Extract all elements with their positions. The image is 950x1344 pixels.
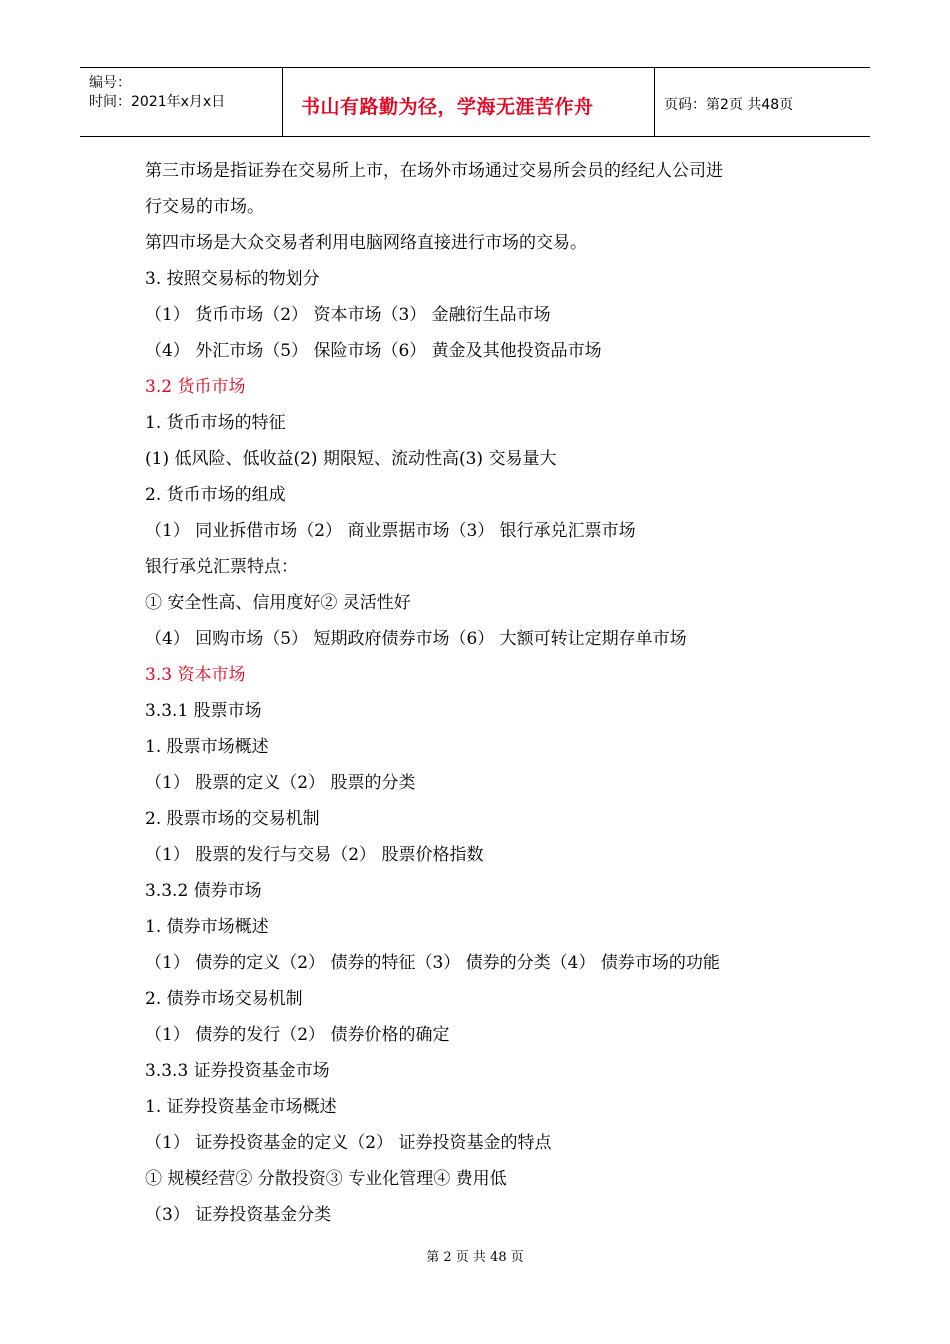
- text-line: 第四市场是大众交易者利用电脑网络直接进行市场的交易。: [145, 233, 587, 253]
- text-line: （3） 证券投资基金分类: [145, 1205, 332, 1225]
- text-line: (1) 低风险、低收益(2) 期限短、流动性高(3) 交易量大: [145, 449, 557, 469]
- text-line: ① 安全性高、信用度好② 灵活性好: [145, 593, 411, 613]
- section-heading: 3.2 货币市场: [145, 377, 246, 397]
- text-line: 3.3.1 股票市场: [145, 701, 262, 721]
- header-motto-cell: [283, 68, 655, 136]
- page-info: 页码：第2页 共48页: [664, 97, 794, 113]
- text-line: 1. 债券市场概述: [145, 917, 269, 937]
- section-heading: 3.3 资本市场: [145, 665, 246, 685]
- text-line: （1） 货币市场（2） 资本市场（3） 金融衍生品市场: [145, 305, 551, 325]
- text-line: 3.3.2 债券市场: [145, 881, 262, 901]
- text-line: 3.3.3 证券投资基金市场: [145, 1061, 330, 1081]
- text-line: 3. 按照交易标的物划分: [145, 269, 320, 289]
- text-line: （1） 股票的发行与交易（2） 股票价格指数: [145, 845, 484, 865]
- page-footer: 第 2 页 共 48 页: [426, 1250, 524, 1265]
- text-line: 1. 股票市场概述: [145, 737, 269, 757]
- motto: 书山有路勤为径，学海无涯苦作舟: [301, 96, 594, 118]
- text-line: （4） 外汇市场（5） 保险市场（6） 黄金及其他投资品市场: [145, 341, 602, 361]
- header-page-cell: [655, 68, 870, 136]
- text-line: 银行承兑汇票特点：: [145, 557, 298, 577]
- text-line: （1） 股票的定义（2） 股票的分类: [145, 773, 416, 793]
- text-line: 1. 货币市场的特征: [145, 413, 286, 433]
- text-line: ① 规模经营② 分散投资③ 专业化管理④ 费用低: [145, 1169, 507, 1189]
- page-header: [80, 67, 870, 137]
- text-line: （4） 回购市场（5） 短期政府债券市场（6） 大额可转让定期存单市场: [145, 629, 687, 649]
- number-label: 编号：: [89, 75, 131, 91]
- text-line: 2. 债券市场交易机制: [145, 989, 303, 1009]
- text-line: 2. 货币市场的组成: [145, 485, 286, 505]
- text-line: 行交易的市场。: [145, 197, 264, 217]
- text-line: 1. 证券投资基金市场概述: [145, 1097, 337, 1117]
- text-line: 第三市场是指证券在交易所上市，在场外市场通过交易所会员的经纪人公司进: [145, 161, 723, 181]
- text-line: （1） 同业拆借市场（2） 商业票据市场（3） 银行承兑汇票市场: [145, 521, 636, 541]
- text-line: 2. 股票市场的交易机制: [145, 809, 320, 829]
- text-line: （1） 证券投资基金的定义（2） 证券投资基金的特点: [145, 1133, 552, 1153]
- header-meta-cell: [80, 68, 283, 136]
- text-line: （1） 债券的发行（2） 债券价格的确定: [145, 1025, 450, 1045]
- document-body: [145, 153, 825, 1233]
- text-line: （1） 债券的定义（2） 债券的特征（3） 债券的分类（4） 债券市场的功能: [145, 953, 720, 973]
- time-label: 时间：2021年x月x日: [89, 94, 226, 110]
